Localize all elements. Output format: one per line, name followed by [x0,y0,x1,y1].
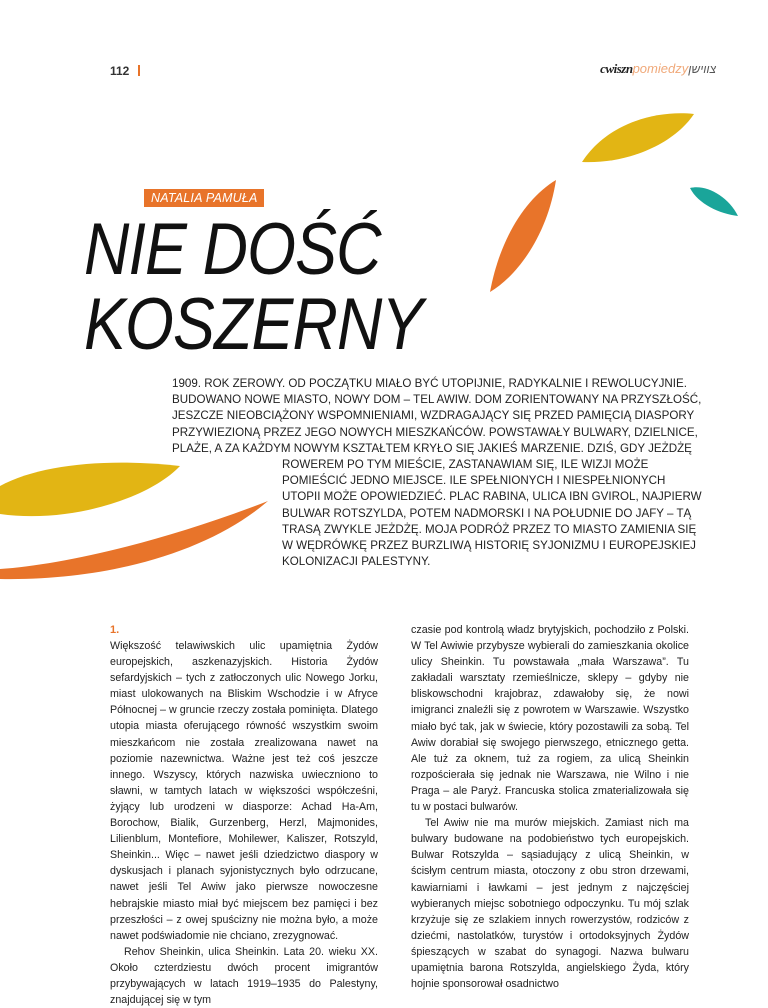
lead-line: BUDOWANO NOWE MIASTO, NOWY DOM – TEL AWIW. DOM ZORIENTOWANY NA PRZYSZŁOŚĆ, [172,393,702,407]
lead-line: POMIEŚCIĆ JEDNO MIEJSCE. ILE SPEŁNIONYCH I NIESPEŁNIONYCH [282,474,666,488]
teal-leaf-decoration [688,182,740,218]
page-number-divider [138,65,140,76]
yellow-leaf-decoration-top [578,110,698,166]
body-paragraph: Rehov Sheinkin, ulica Sheinkin. Lata 20. wieku XX. Około czterdziestu dwóch procent imigrantów przybywających w latach 1919–1935 do Palestyny, znajdującej się w tym [110,945,378,1007]
lead-line: 1909. ROK ZEROWY. OD POCZĄTKU MIAŁO BYĆ UTOPIJNIE, RADYKALNIE I REWOLUCYJNIE. [172,377,687,390]
lead-line: UTOPII MOŻE OPOWIEDZIEĆ. PLAC RABINA, ULICA IBN GVIROL, NAJPIERW [282,490,702,504]
lead-line: W WĘDRÓWKĘ PRZEZ BURZLIWĄ HISTORIĘ SYJONIZMU I EUROPEJSKIEJ [282,539,696,553]
page-number: 112 [110,64,130,78]
lead-line: PRZYWIEZIONĄ PRZEZ JEGO NOWYCH MIESZKAŃCÓW. POWSTAWAŁY BULWARY, DZIELNICE, [172,425,698,439]
masthead-yiddish: צווישן [688,62,716,76]
lead-line: BULWAR ROTSZYLDA, POTEM NADMORSKI I NA POŁUDNIE DO JAFY – TĄ [282,506,692,520]
orange-leaf-decoration-right [486,178,560,294]
section-number: 1. [110,624,120,636]
body-column-right [411,622,689,992]
lead-line: TRASĄ ZWYKLE JEŻDŻĘ. MOJA PODRÓŻ PRZEZ TO MIASTO ZAMIENIA SIĘ [282,522,697,536]
lead-line: KOLONIZACJI PALESTYNY. [282,555,431,569]
masthead-middle: pomiedzy [632,61,689,76]
lead-line: PLAŻE, A ZA KAŻDYM NOWYM KSZTAŁTEM KRYŁO SIĘ JAKIEŚ MARZENIE. DZIŚ, GDY JEŻDŻĘ [172,441,692,455]
orange-leaf-decoration-left [0,499,270,581]
body-paragraph: czasie pod kontrolą władz brytyjskich, pochodziło z Polski. W Tel Awiwie przybysze wybierali do zamieszkania okolice ulicy Sheinkin. Tu powstawała „mała Warszawa”. Tu zakładali warsztaty rzemieślnicze, sklepy – gdyby nie bliskowschodni krajobraz, zdawałoby się, że nowi imigranci znaleźli się z powrotem w Warszawie. Wszystko miało być tak, jak w świecie, który pozostawili za sobą. Tel Awiw dorabiał się swojego pierwszego, etnicznego getta. Ale tuż za oknem, tuż za rogiem, za ulicą Sheinkin rozpościerała się jednak nie Warszawa, nie Wilno i nie Praga – ale Paryż. Francuska stolica zmaterializowała się tu w postaci bulwarów. [411,624,689,814]
lead-line: ROWEREM PO TYM MIEŚCIE, ZASTANAWIAM SIĘ, ILE WIZJI MOŻE [282,458,649,471]
article-title [84,209,423,365]
lead-paragraph-bottom [282,457,702,570]
body-column-left [110,622,378,1008]
author-name: NATALIA PAMUŁA [144,189,264,207]
lead-paragraph-top [172,376,701,457]
title-line-1: NIE DOŚĆ [84,209,381,290]
masthead-main: cwiszn [600,61,633,76]
lead-line: JESZCZE NIEOBCIĄŻONY WSPOMNIENIAMI, WZDRAGAJĄCY SIĘ PRZED PAMIĘCIĄ DIASPORY [172,409,695,423]
title-line-2: KOSZERNY [84,284,423,365]
body-paragraph: Większość telawiwskich ulic upamiętnia Żydów europejskich, aszkenazyjskich. Historia Żydów sefardyjskich – tych z zatłoczonych ulic Nowego Jorku, miast ulokowanych na Bliskim Wschodzie i w Afryce Północnej – w gruncie rzeczy została pominięta. Dlatego utopia miasta oferującego równość wszystkim swoim mieszkańcom nie została zrealizowana nawet na poziomie nazewnictwa. Ważne jest też coś jeszcze innego. Wszyscy, których nazwiska uwieczniono to sławni, w tamtych latach w większości współcześni, żyjący lub urodzeni w diasporze: Achad Ha-Am, Borochow, Bialik, Gurzenberg, Herzl, Majmonides, Lilienblum, Montefiore, Mohilewer, Kaliszer, Rotszyld, Sheinkin... Więc – nawet jeśli dziedzictwo diaspory w dyskusjach i planach syjonistycznych było odrzucane, nawet jeśli Tel Awiw jako pierwsze nowoczesne hebrajskie miasto miał być miejscem bez pamięci i bez przeszłości – z owej spuścizny nie można było, a może nawet podświadomie nie chciano, zrezygnować. [110,640,378,942]
body-paragraph: Tel Awiw nie ma murów miejskich. Zamiast nich ma bulwary budowane na podobieństwo tych europejskich. Bulwar Rotszylda – sąsiadujący z ulicą Sheinkin, w ścisłym centrum miasta, otoczony z obu stron drzewami, kawiarniami i ławkami – jest jednym z najczęściej wybieranych miejsc sobotniego odpoczynku. Tu mój szlak krzyżuje się ze szlakiem innych rowerzystów, rodziców z dziećmi, nastolatków, turystów i ortodoksyjnych Żydów śpieszących w szabat do synagogi. Nazwa bulwaru upamiętnia barona Rotszylda, angielskiego Żyda, który hojnie sponsorował osadnictwo [411,817,689,991]
magazine-masthead [600,61,716,77]
